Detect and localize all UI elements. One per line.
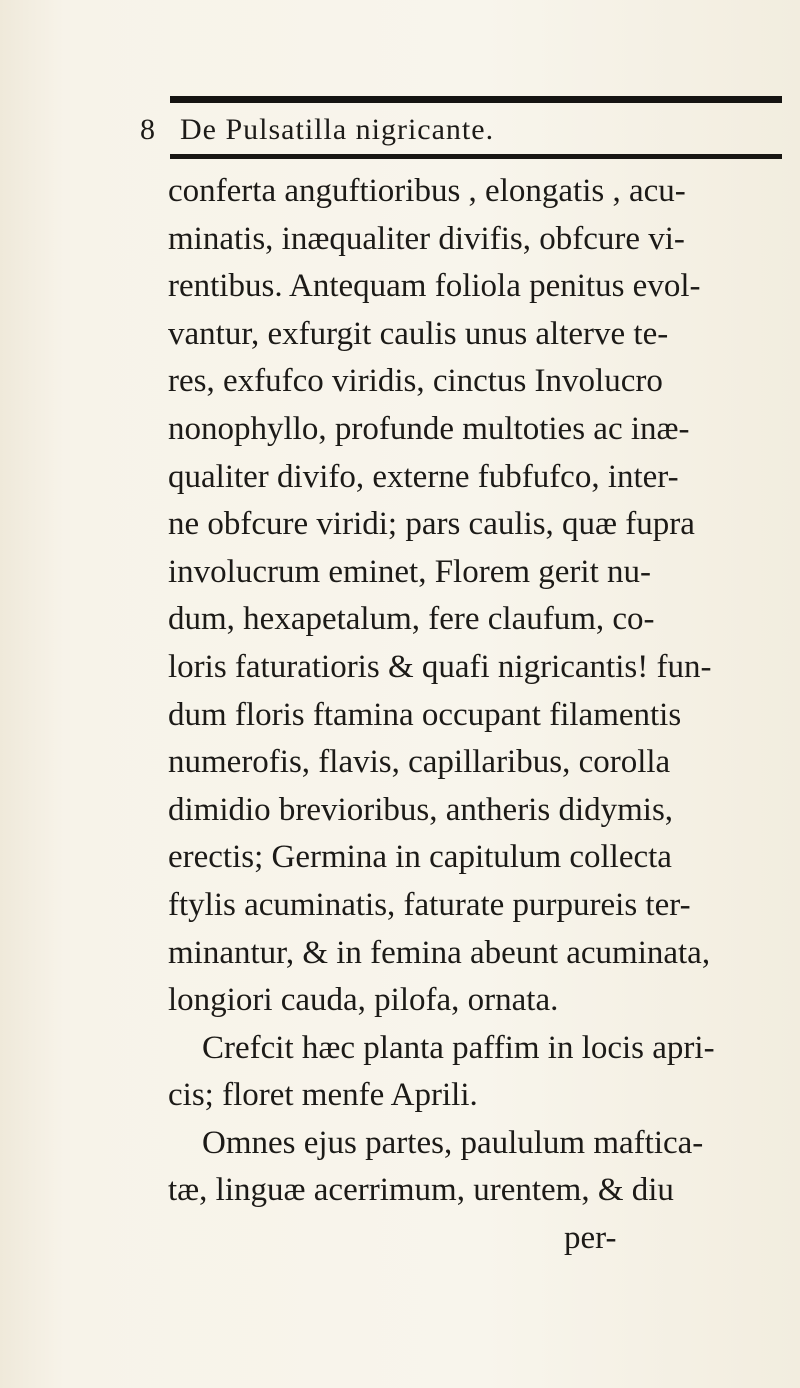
text-line: ftylis acuminatis, faturate purpureis ter-: [168, 886, 691, 923]
text-line: rentibus. Antequam foliola penitus evol-: [168, 268, 701, 305]
top-rule: [170, 96, 782, 103]
text-line: involucrum eminet, Florem gerit nu-: [168, 553, 651, 590]
text-line: minantur, & in femina abeunt acuminata,: [168, 934, 711, 971]
catchword: per-: [564, 1220, 617, 1257]
text-line: qualiter divifo, externe fubfufco, inter-: [168, 458, 679, 495]
text-line: cis; floret menfe Aprili.: [168, 1077, 478, 1114]
text-line: dum floris ftamina occupant filamentis: [168, 696, 682, 733]
running-title: De Pulsatilla nigricante.: [180, 113, 495, 146]
header-rule: [170, 154, 782, 159]
text-line: Crefcit hæc planta paffim in locis apri-: [202, 1029, 715, 1066]
text-line: dum, hexapetalum, fere claufum, co-: [168, 601, 655, 638]
text-line: loris faturatioris & quafi nigricantis! fun-: [168, 648, 712, 685]
text-line: erectis; Germina in capitulum collecta: [168, 839, 672, 876]
page-number: 8: [140, 113, 156, 146]
text-line: ne obfcure viridi; pars caulis, quæ fupra: [168, 506, 695, 543]
text-line: Omnes ejus partes, paululum maftica-: [202, 1124, 704, 1161]
page-header: [140, 112, 780, 148]
text-line: conferta anguftioribus , elongatis , acu-: [168, 173, 686, 209]
text-line: res, exfufco viridis, cinctus Involucro: [168, 363, 663, 400]
text-line: vantur, exfurgit caulis unus alterve te-: [168, 315, 669, 352]
text-line: longiori cauda, pilofa, ornata.: [168, 982, 559, 1019]
text-line: minatis, inæqualiter divifis, obfcure vi-: [168, 220, 685, 257]
text-line: tæ, linguæ acerrimum, urentem, & diu: [168, 1172, 674, 1209]
text-line: nonophyllo, profunde multoties ac inæ-: [168, 410, 690, 447]
body-text: [168, 168, 796, 1263]
text-line: dimidio brevioribus, antheris didymis,: [168, 791, 674, 828]
text-line: numerofis, flavis, capillaribus, corolla: [168, 744, 671, 781]
